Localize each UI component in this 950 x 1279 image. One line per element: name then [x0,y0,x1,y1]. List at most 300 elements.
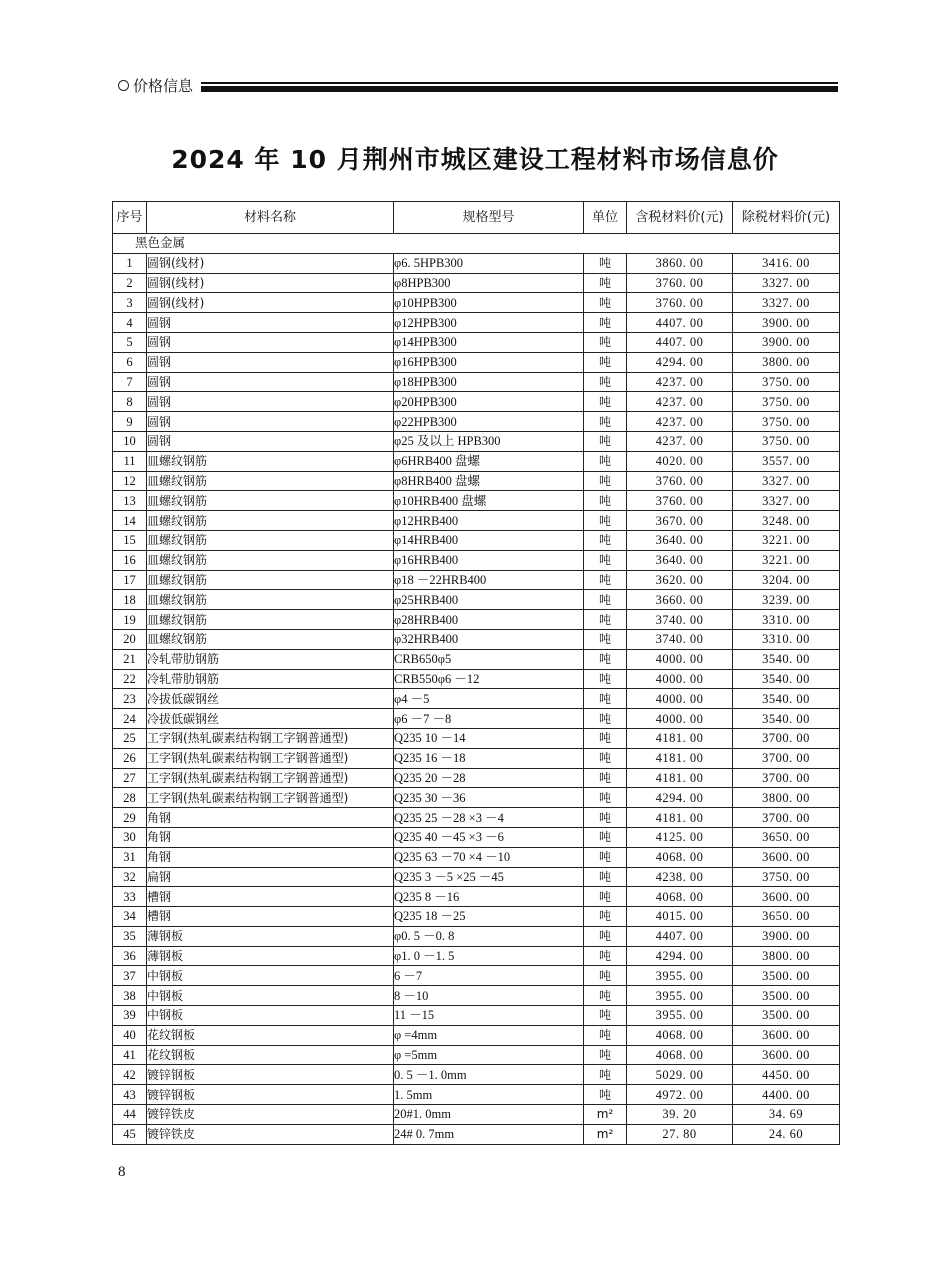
cell-net-price: 34. 69 [733,1105,840,1125]
cell-spec: φ6 －7 －8 [394,709,584,729]
cell-spec: φ16HPB300 [394,352,584,372]
cell-spec: CRB550φ6 －12 [394,669,584,689]
cell-net-price: 3500. 00 [733,986,840,1006]
cell-unit: 吨 [584,669,627,689]
cell-net-price: 3750. 00 [733,412,840,432]
cell-spec: φ18 －22HRB400 [394,570,584,590]
cell-tax-price: 4237. 00 [627,372,733,392]
table-row [113,847,840,867]
table-row [113,709,840,729]
cell-no: 44 [113,1105,147,1125]
cell-net-price: 3600. 00 [733,887,840,907]
cell-no: 4 [113,313,147,333]
cell-tax-price: 4181. 00 [627,748,733,768]
cell-name: 槽钢 [147,907,394,927]
cell-no: 15 [113,530,147,550]
cell-tax-price: 3670. 00 [627,511,733,531]
cell-no: 3 [113,293,147,313]
table-row [113,1006,840,1026]
cell-unit: 吨 [584,788,627,808]
cell-name: 镀锌钢板 [147,1085,394,1105]
table-row [113,669,840,689]
cell-spec: Q235 63 －70 ×4 －10 [394,847,584,867]
cell-unit: 吨 [584,847,627,867]
cell-name: 圆钢(线材) [147,273,394,293]
cell-no: 6 [113,352,147,372]
table-row [113,768,840,788]
cell-unit: 吨 [584,392,627,412]
table-row [113,332,840,352]
cell-name: 冷轧带肋钢筋 [147,669,394,689]
cell-spec: φ18HPB300 [394,372,584,392]
cell-spec: 1. 5mm [394,1085,584,1105]
table-row [113,629,840,649]
table-row [113,511,840,531]
cell-spec: φ8HRB400 盘螺 [394,471,584,491]
cell-name: 圆钢 [147,332,394,352]
cell-spec: φ14HRB400 [394,530,584,550]
cell-unit: 吨 [584,907,627,927]
cell-no: 24 [113,709,147,729]
table-row [113,1025,840,1045]
cell-unit: 吨 [584,491,627,511]
table-row [113,966,840,986]
cell-net-price: 3327. 00 [733,273,840,293]
cell-net-price: 3700. 00 [733,748,840,768]
table-row [113,1105,840,1125]
cell-tax-price: 27. 80 [627,1124,733,1144]
cell-unit: m² [584,1124,627,1144]
cell-spec: φ4 －5 [394,689,584,709]
cell-net-price: 3540. 00 [733,709,840,729]
table-row [113,431,840,451]
cell-tax-price: 3760. 00 [627,273,733,293]
cell-no: 26 [113,748,147,768]
table-row [113,253,840,273]
cell-name: 镀锌铁皮 [147,1124,394,1144]
cell-spec: Q235 40 －45 ×3 －6 [394,827,584,847]
cell-name: 皿螺纹钢筋 [147,610,394,630]
cell-unit: 吨 [584,550,627,570]
cell-tax-price: 4000. 00 [627,689,733,709]
cell-net-price: 3900. 00 [733,926,840,946]
cell-spec: φ10HPB300 [394,293,584,313]
table-row [113,392,840,412]
cell-name: 皿螺纹钢筋 [147,451,394,471]
cell-spec: φ14HPB300 [394,332,584,352]
cell-no: 10 [113,431,147,451]
cell-net-price: 3800. 00 [733,946,840,966]
table-row [113,1065,840,1085]
cell-net-price: 3310. 00 [733,629,840,649]
section-label-cell: 黑色金属 [113,234,840,254]
cell-name: 工字钢(热轧碳素结构钢工字钢普通型) [147,768,394,788]
cell-name: 工字钢(热轧碳素结构钢工字钢普通型) [147,788,394,808]
cell-no: 25 [113,728,147,748]
cell-unit: 吨 [584,689,627,709]
cell-name: 皿螺纹钢筋 [147,511,394,531]
cell-tax-price: 4407. 00 [627,926,733,946]
table-row [113,313,840,333]
cell-net-price: 3900. 00 [733,332,840,352]
cell-unit: 吨 [584,926,627,946]
cell-net-price: 3700. 00 [733,728,840,748]
cell-net-price: 3310. 00 [733,610,840,630]
cell-unit: 吨 [584,293,627,313]
cell-name: 皿螺纹钢筋 [147,530,394,550]
cell-net-price: 3700. 00 [733,808,840,828]
cell-no: 13 [113,491,147,511]
cell-tax-price: 4237. 00 [627,431,733,451]
cell-unit: 吨 [584,768,627,788]
cell-spec: φ12HRB400 [394,511,584,531]
cell-net-price: 3540. 00 [733,689,840,709]
table-row [113,728,840,748]
cell-spec: φ10HRB400 盘螺 [394,491,584,511]
cell-net-price: 3750. 00 [733,431,840,451]
cell-unit: 吨 [584,1025,627,1045]
cell-unit: 吨 [584,530,627,550]
cell-tax-price: 3760. 00 [627,471,733,491]
cell-tax-price: 4407. 00 [627,332,733,352]
cell-no: 34 [113,907,147,927]
cell-name: 圆钢 [147,431,394,451]
cell-name: 圆钢(线材) [147,293,394,313]
cell-spec: 11 －15 [394,1006,584,1026]
cell-unit: 吨 [584,253,627,273]
cell-tax-price: 4294. 00 [627,352,733,372]
cell-no: 8 [113,392,147,412]
cell-spec: φ12HPB300 [394,313,584,333]
cell-net-price: 3239. 00 [733,590,840,610]
cell-spec: Q235 25 －28 ×3 －4 [394,808,584,828]
cell-no: 31 [113,847,147,867]
cell-spec: φ32HRB400 [394,629,584,649]
column-header-net-price: 除税材料价(元) [733,202,840,234]
section-row [113,234,840,254]
cell-tax-price: 4181. 00 [627,808,733,828]
cell-no: 38 [113,986,147,1006]
cell-net-price: 3800. 00 [733,788,840,808]
cell-name: 角钢 [147,808,394,828]
cell-no: 2 [113,273,147,293]
cell-unit: 吨 [584,471,627,491]
cell-tax-price: 4181. 00 [627,728,733,748]
cell-name: 花纹钢板 [147,1025,394,1045]
cell-tax-price: 4068. 00 [627,887,733,907]
cell-no: 11 [113,451,147,471]
cell-spec: 24# 0. 7mm [394,1124,584,1144]
cell-unit: 吨 [584,867,627,887]
cell-unit: 吨 [584,709,627,729]
cell-unit: 吨 [584,332,627,352]
cell-name: 镀锌铁皮 [147,1105,394,1125]
cell-unit: 吨 [584,372,627,392]
cell-no: 41 [113,1045,147,1065]
table-row [113,352,840,372]
cell-spec: Q235 20 －28 [394,768,584,788]
cell-unit: m² [584,1105,627,1125]
table-row [113,827,840,847]
cell-spec: φ22HPB300 [394,412,584,432]
cell-name: 皿螺纹钢筋 [147,550,394,570]
cell-spec: φ6HRB400 盘螺 [394,451,584,471]
cell-name: 圆钢 [147,412,394,432]
cell-tax-price: 4181. 00 [627,768,733,788]
page-header [118,76,838,98]
table-body [113,234,840,1145]
cell-name: 镀锌钢板 [147,1065,394,1085]
cell-name: 工字钢(热轧碳素结构钢工字钢普通型) [147,748,394,768]
cell-tax-price: 4000. 00 [627,649,733,669]
cell-unit: 吨 [584,610,627,630]
cell-spec: φ =4mm [394,1025,584,1045]
cell-tax-price: 4294. 00 [627,788,733,808]
circle-icon [118,80,129,91]
cell-unit: 吨 [584,946,627,966]
table-row [113,451,840,471]
cell-unit: 吨 [584,808,627,828]
cell-unit: 吨 [584,827,627,847]
cell-no: 5 [113,332,147,352]
price-table [112,201,840,1145]
cell-no: 14 [113,511,147,531]
cell-no: 27 [113,768,147,788]
cell-name: 圆钢 [147,392,394,412]
cell-unit: 吨 [584,966,627,986]
cell-net-price: 4400. 00 [733,1085,840,1105]
cell-name: 角钢 [147,827,394,847]
cell-spec: 6 －7 [394,966,584,986]
cell-spec: φ25 及以上 HPB300 [394,431,584,451]
cell-spec: 20#1. 0mm [394,1105,584,1125]
cell-no: 45 [113,1124,147,1144]
cell-no: 29 [113,808,147,828]
table-row [113,530,840,550]
cell-no: 22 [113,669,147,689]
table-row [113,689,840,709]
table-row [113,1085,840,1105]
cell-spec: φ1. 0 －1. 5 [394,946,584,966]
cell-name: 工字钢(热轧碳素结构钢工字钢普通型) [147,728,394,748]
cell-no: 19 [113,610,147,630]
cell-tax-price: 4238. 00 [627,867,733,887]
cell-net-price: 3540. 00 [733,669,840,689]
cell-tax-price: 3660. 00 [627,590,733,610]
table-row [113,887,840,907]
cell-net-price: 3327. 00 [733,471,840,491]
header-rule-thick [201,86,838,92]
cell-tax-price: 3620. 00 [627,570,733,590]
cell-net-price: 3204. 00 [733,570,840,590]
cell-unit: 吨 [584,1045,627,1065]
cell-spec: Q235 3 －5 ×25 －45 [394,867,584,887]
cell-no: 36 [113,946,147,966]
cell-spec: φ28HRB400 [394,610,584,630]
cell-unit: 吨 [584,451,627,471]
cell-spec: Q235 10 －14 [394,728,584,748]
cell-spec: Q235 18 －25 [394,907,584,927]
cell-tax-price: 4237. 00 [627,392,733,412]
table-row [113,293,840,313]
table-row [113,808,840,828]
cell-spec: CRB650φ5 [394,649,584,669]
cell-name: 圆钢 [147,313,394,333]
cell-tax-price: 3760. 00 [627,293,733,313]
table-row [113,273,840,293]
cell-no: 35 [113,926,147,946]
cell-name: 槽钢 [147,887,394,907]
cell-tax-price: 4237. 00 [627,412,733,432]
table-row [113,570,840,590]
cell-tax-price: 4294. 00 [627,946,733,966]
cell-tax-price: 4015. 00 [627,907,733,927]
cell-tax-price: 4000. 00 [627,669,733,689]
cell-net-price: 3540. 00 [733,649,840,669]
cell-net-price: 3750. 00 [733,392,840,412]
cell-name: 圆钢 [147,352,394,372]
cell-name: 圆钢(线材) [147,253,394,273]
table-row [113,1045,840,1065]
table-row [113,907,840,927]
cell-unit: 吨 [584,649,627,669]
cell-no: 28 [113,788,147,808]
cell-unit: 吨 [584,748,627,768]
cell-tax-price: 3955. 00 [627,986,733,1006]
cell-name: 皿螺纹钢筋 [147,590,394,610]
table-row [113,1124,840,1144]
header-rule-thin [201,82,838,84]
cell-tax-price: 39. 20 [627,1105,733,1125]
table-row [113,471,840,491]
cell-tax-price: 4125. 00 [627,827,733,847]
column-header-tax-price: 含税材料价(元) [627,202,733,234]
column-header-spec: 规格型号 [394,202,584,234]
cell-tax-price: 3955. 00 [627,966,733,986]
table-row [113,748,840,768]
cell-no: 37 [113,966,147,986]
cell-net-price: 3600. 00 [733,1045,840,1065]
cell-no: 21 [113,649,147,669]
table-row [113,412,840,432]
cell-tax-price: 3760. 00 [627,491,733,511]
cell-name: 中钢板 [147,1006,394,1026]
cell-no: 23 [113,689,147,709]
cell-unit: 吨 [584,590,627,610]
cell-name: 角钢 [147,847,394,867]
table-row [113,788,840,808]
cell-tax-price: 4972. 00 [627,1085,733,1105]
cell-name: 薄钢板 [147,926,394,946]
cell-no: 20 [113,629,147,649]
cell-net-price: 3500. 00 [733,1006,840,1026]
cell-spec: Q235 30 －36 [394,788,584,808]
cell-no: 33 [113,887,147,907]
table-row [113,491,840,511]
cell-spec: φ25HRB400 [394,590,584,610]
cell-no: 42 [113,1065,147,1085]
cell-no: 1 [113,253,147,273]
cell-name: 皿螺纹钢筋 [147,570,394,590]
table-row [113,926,840,946]
cell-net-price: 3221. 00 [733,530,840,550]
table-row [113,372,840,392]
cell-net-price: 3650. 00 [733,907,840,927]
table-row [113,649,840,669]
cell-no: 32 [113,867,147,887]
cell-net-price: 3327. 00 [733,491,840,511]
cell-tax-price: 3640. 00 [627,550,733,570]
column-header-no: 序号 [113,202,147,234]
cell-name: 皿螺纹钢筋 [147,491,394,511]
cell-unit: 吨 [584,629,627,649]
page-number: 8 [118,1164,126,1180]
cell-tax-price: 3740. 00 [627,610,733,630]
table-row [113,986,840,1006]
cell-name: 冷拔低碳钢丝 [147,709,394,729]
cell-unit: 吨 [584,511,627,531]
cell-tax-price: 4068. 00 [627,847,733,867]
cell-unit: 吨 [584,412,627,432]
cell-tax-price: 4000. 00 [627,709,733,729]
cell-unit: 吨 [584,728,627,748]
cell-net-price: 4450. 00 [733,1065,840,1085]
cell-tax-price: 3955. 00 [627,1006,733,1026]
cell-name: 圆钢 [147,372,394,392]
cell-unit: 吨 [584,887,627,907]
cell-spec: 8 －10 [394,986,584,1006]
cell-tax-price: 3640. 00 [627,530,733,550]
cell-net-price: 3700. 00 [733,768,840,788]
page-title: 2024 年 10 月荆州市城区建设工程材料市场信息价 [171,145,779,174]
column-header-name: 材料名称 [147,202,394,234]
cell-no: 12 [113,471,147,491]
cell-net-price: 3600. 00 [733,847,840,867]
cell-net-price: 3416. 00 [733,253,840,273]
cell-spec: Q235 8 －16 [394,887,584,907]
cell-name: 花纹钢板 [147,1045,394,1065]
cell-net-price: 3327. 00 [733,293,840,313]
cell-spec: φ20HPB300 [394,392,584,412]
cell-no: 18 [113,590,147,610]
cell-spec: φ0. 5 －0. 8 [394,926,584,946]
cell-unit: 吨 [584,1085,627,1105]
cell-spec: 0. 5 －1. 0mm [394,1065,584,1085]
cell-no: 9 [113,412,147,432]
cell-spec: Q235 16 －18 [394,748,584,768]
cell-name: 中钢板 [147,966,394,986]
cell-no: 30 [113,827,147,847]
cell-name: 扁钢 [147,867,394,887]
cell-net-price: 3557. 00 [733,451,840,471]
cell-tax-price: 3740. 00 [627,629,733,649]
cell-net-price: 3500. 00 [733,966,840,986]
cell-name: 冷轧带肋钢筋 [147,649,394,669]
cell-net-price: 3221. 00 [733,550,840,570]
cell-tax-price: 4020. 00 [627,451,733,471]
cell-unit: 吨 [584,570,627,590]
cell-no: 16 [113,550,147,570]
column-header-unit: 单位 [584,202,627,234]
cell-no: 17 [113,570,147,590]
cell-tax-price: 4407. 00 [627,313,733,333]
cell-net-price: 3750. 00 [733,867,840,887]
cell-tax-price: 3860. 00 [627,253,733,273]
cell-spec: φ =5mm [394,1045,584,1065]
cell-net-price: 3800. 00 [733,352,840,372]
cell-tax-price: 4068. 00 [627,1025,733,1045]
table-header-row [113,202,840,234]
